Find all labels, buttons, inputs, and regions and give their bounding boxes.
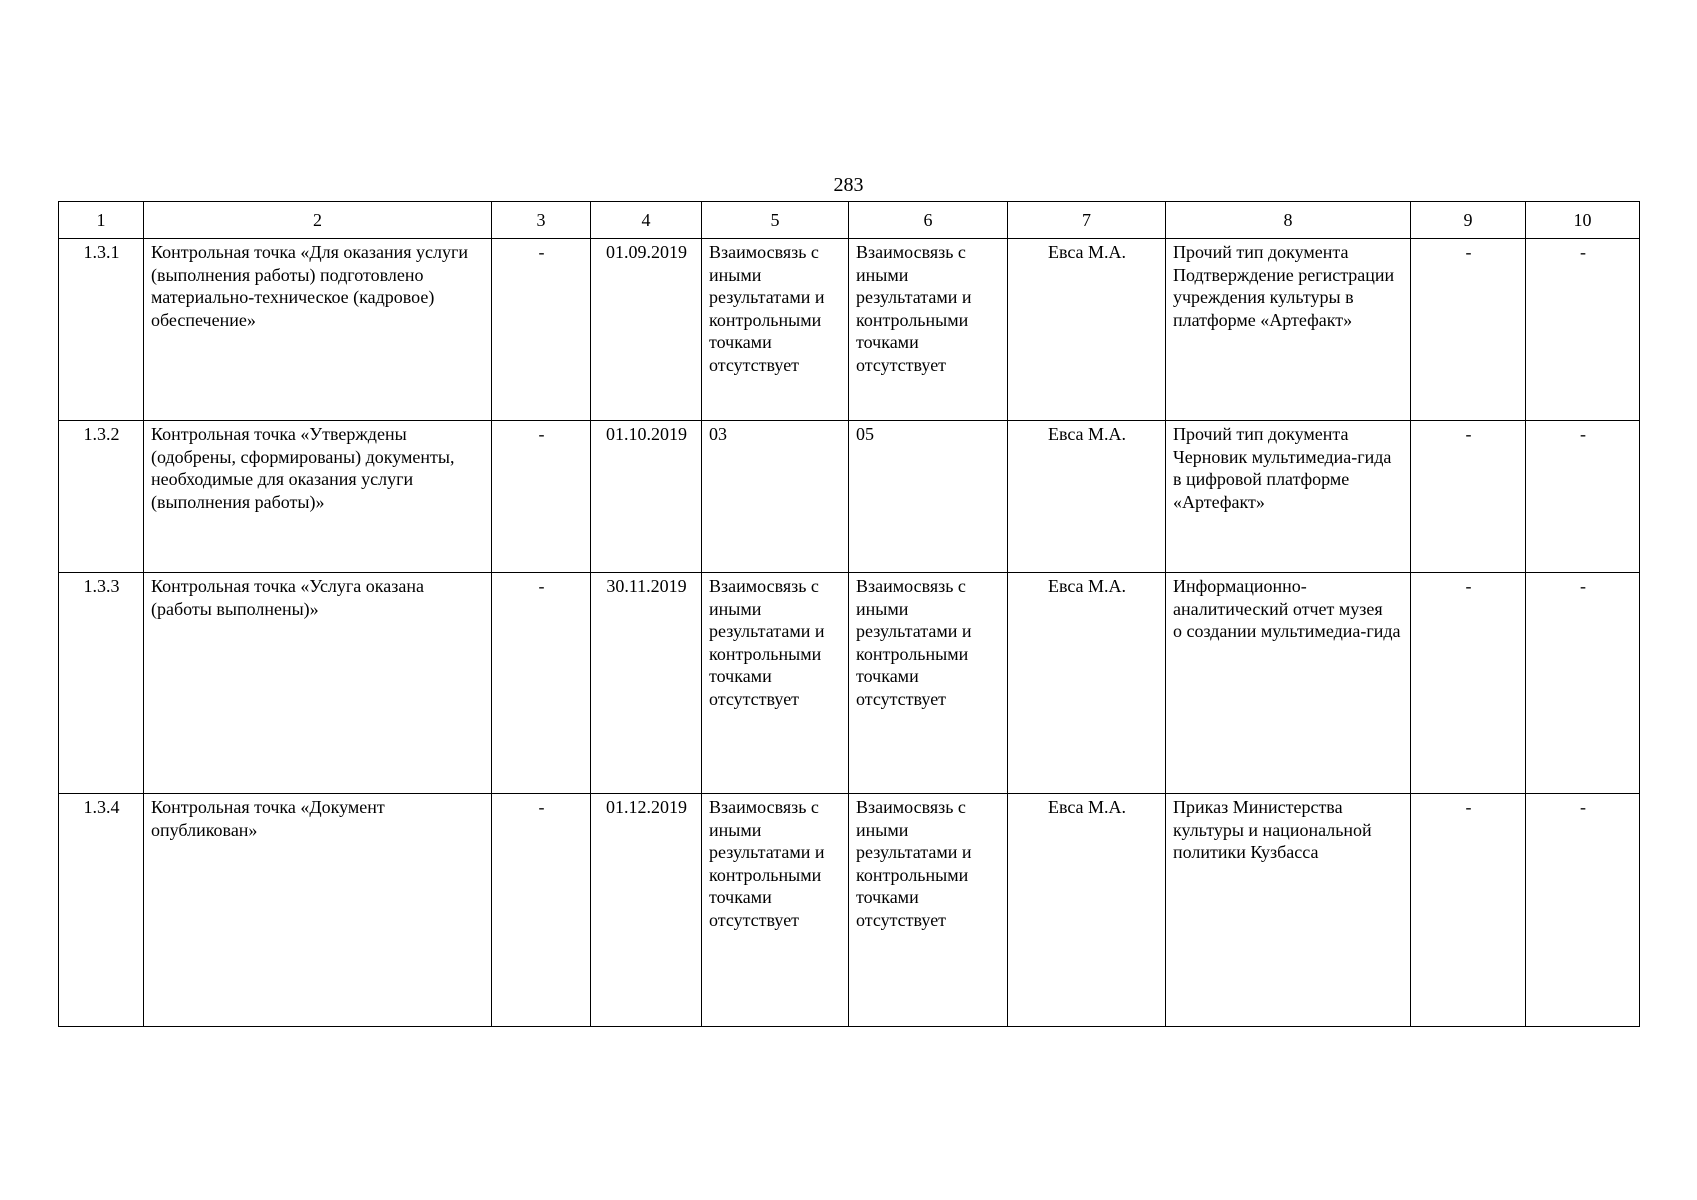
control-points-table bbox=[58, 201, 1640, 1027]
column-header: 6 bbox=[849, 202, 1008, 239]
responsible-cell: Евса М.А. bbox=[1008, 421, 1166, 573]
col10-value: - bbox=[1526, 421, 1640, 573]
document-cell: Информационно-аналитический отчет музея о создании мультимедиа-гида bbox=[1166, 573, 1411, 794]
column-header: 4 bbox=[591, 202, 702, 239]
col10-value: - bbox=[1526, 794, 1640, 1027]
date-cell: 01.09.2019 bbox=[591, 239, 702, 421]
col3-value: - bbox=[492, 421, 591, 573]
column-header: 10 bbox=[1526, 202, 1640, 239]
row-number: 1.3.2 bbox=[59, 421, 144, 573]
responsible-cell: Евса М.А. bbox=[1008, 239, 1166, 421]
predecessors-cell: 03 bbox=[702, 421, 849, 573]
document-cell: Прочий тип документа Подтверждение регистрации учреждения культуры в платформе «Артефакт» bbox=[1166, 239, 1411, 421]
page-number: 283 bbox=[833, 174, 864, 196]
responsible-cell: Евса М.А. bbox=[1008, 573, 1166, 794]
table-row bbox=[59, 239, 1640, 421]
successors-cell: Взаимосвязь с иными результатами и контрольными точками отсутствует bbox=[849, 573, 1008, 794]
col3-value: - bbox=[492, 794, 591, 1027]
column-header: 5 bbox=[702, 202, 849, 239]
control-point-name: Контрольная точка «Услуга оказана (работы выполнены)» bbox=[144, 573, 492, 794]
successors-cell: 05 bbox=[849, 421, 1008, 573]
control-point-name: Контрольная точка «Документ опубликован» bbox=[144, 794, 492, 1027]
column-header: 7 bbox=[1008, 202, 1166, 239]
col10-value: - bbox=[1526, 239, 1640, 421]
column-header: 9 bbox=[1411, 202, 1526, 239]
col9-value: - bbox=[1411, 794, 1526, 1027]
responsible-cell: Евса М.А. bbox=[1008, 794, 1166, 1027]
control-point-name: Контрольная точка «Утверждены (одобрены, сформированы) документы, необходимые для оказания услуги (выполнения работы)» bbox=[144, 421, 492, 573]
col9-value: - bbox=[1411, 573, 1526, 794]
column-header: 2 bbox=[144, 202, 492, 239]
predecessors-cell: Взаимосвязь с иными результатами и контрольными точками отсутствует bbox=[702, 794, 849, 1027]
table-row bbox=[59, 573, 1640, 794]
table-row bbox=[59, 794, 1640, 1027]
column-header: 8 bbox=[1166, 202, 1411, 239]
row-number: 1.3.1 bbox=[59, 239, 144, 421]
predecessors-cell: Взаимосвязь с иными результатами и контрольными точками отсутствует bbox=[702, 573, 849, 794]
column-header: 3 bbox=[492, 202, 591, 239]
table-row bbox=[59, 421, 1640, 573]
col3-value: - bbox=[492, 573, 591, 794]
header-row bbox=[59, 202, 1640, 239]
date-cell: 01.12.2019 bbox=[591, 794, 702, 1027]
col10-value: - bbox=[1526, 573, 1640, 794]
successors-cell: Взаимосвязь с иными результатами и контрольными точками отсутствует bbox=[849, 239, 1008, 421]
column-header: 1 bbox=[59, 202, 144, 239]
row-number: 1.3.3 bbox=[59, 573, 144, 794]
col3-value: - bbox=[492, 239, 591, 421]
successors-cell: Взаимосвязь с иными результатами и контрольными точками отсутствует bbox=[849, 794, 1008, 1027]
date-cell: 30.11.2019 bbox=[591, 573, 702, 794]
document-cell: Приказ Министерства культуры и национальной политики Кузбасса bbox=[1166, 794, 1411, 1027]
control-point-name: Контрольная точка «Для оказания услуги (выполнения работы) подготовлено материально-техническое (кадровое) обеспечение» bbox=[144, 239, 492, 421]
col9-value: - bbox=[1411, 421, 1526, 573]
row-number: 1.3.4 bbox=[59, 794, 144, 1027]
date-cell: 01.10.2019 bbox=[591, 421, 702, 573]
document-cell: Прочий тип документа Черновик мультимедиа-гида в цифровой платформе «Артефакт» bbox=[1166, 421, 1411, 573]
predecessors-cell: Взаимосвязь с иными результатами и контрольными точками отсутствует bbox=[702, 239, 849, 421]
col9-value: - bbox=[1411, 239, 1526, 421]
